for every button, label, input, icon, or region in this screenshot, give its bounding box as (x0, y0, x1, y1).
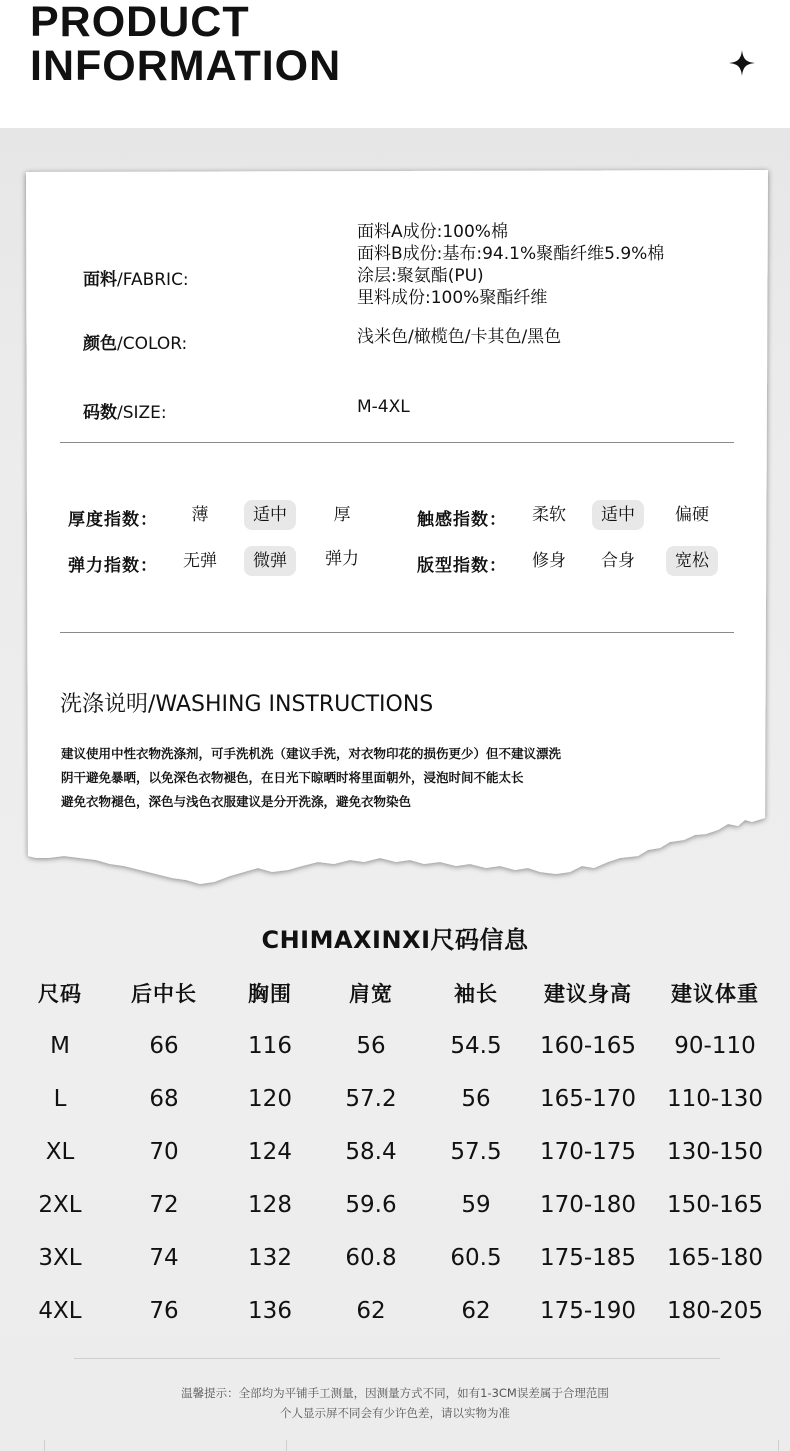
index-label: 版型指数： (417, 556, 507, 576)
table-cell: 4XL (38, 1298, 82, 1324)
fabric-values (357, 221, 664, 309)
index-option: 合身 (601, 551, 635, 571)
index-option-selected: 微弹 (244, 546, 296, 576)
table-cell: 175-185 (539, 1245, 637, 1271)
table-cell: 3XL (38, 1245, 82, 1271)
fabric-line: 涂层:聚氨酯(PU) (357, 266, 484, 286)
index-option: 薄 (191, 505, 209, 525)
index-label: 厚度指数： (68, 510, 158, 530)
table-cell: 160-165 (539, 1033, 637, 1059)
table-cell: 56 (461, 1086, 491, 1112)
table-cell: 2XL (38, 1192, 82, 1218)
table-cell: 76 (149, 1298, 179, 1324)
table-cell: L (53, 1086, 67, 1112)
table-cell: 124 (248, 1139, 292, 1165)
table-header-cell: 建议体重 (671, 982, 759, 1006)
table-cell: 59 (461, 1192, 491, 1218)
tip-note: 温馨提示：全部均为平铺手工测量，因测量方式不同，如有1-3CM误差属于合理范围 (181, 1386, 609, 1400)
edge-tick (286, 1440, 287, 1451)
fabric-label: 面料/FABRIC: (83, 270, 189, 290)
fabric-line: 里料成份:100%聚酯纤维 (357, 288, 548, 308)
table-cell: 110-130 (666, 1086, 764, 1112)
fabric-line: 面料A成份:100%棉 (357, 222, 508, 242)
index-option: 修身 (532, 551, 566, 571)
table-cell: 59.6 (345, 1192, 397, 1218)
edge-tick (778, 1440, 779, 1451)
table-cell: 68 (149, 1086, 179, 1112)
index-option-selected: 适中 (244, 500, 296, 530)
index-label: 弹力指数： (68, 556, 158, 576)
size-value: M-4XL (357, 397, 410, 417)
title-line-2: INFORMATION (30, 42, 342, 90)
table-cell: 54.5 (450, 1033, 502, 1059)
table-cell: 62 (356, 1298, 386, 1324)
title-line-1: PRODUCT (30, 0, 250, 46)
table-header-cell: 胸围 (248, 982, 292, 1006)
table-cell: 58.4 (345, 1139, 397, 1165)
edge-tick (44, 1440, 45, 1451)
table-cell: 175-190 (539, 1298, 637, 1324)
table-cell: 60.8 (345, 1245, 397, 1271)
table-cell: 90-110 (674, 1033, 756, 1059)
divider (60, 442, 734, 443)
table-cell: 130-150 (666, 1139, 764, 1165)
table-cell: 128 (248, 1192, 292, 1218)
table-cell: 56 (356, 1033, 386, 1059)
washing-line: 建议使用中性衣物洗涤剂，可手洗机洗（建议手洗，对衣物印花的损伤更少）但不建议漂洗 (61, 746, 562, 761)
table-cell: 165-180 (666, 1245, 764, 1271)
divider (74, 1358, 720, 1359)
table-cell: 180-205 (666, 1298, 764, 1324)
index-option-selected: 宽松 (666, 546, 718, 576)
table-cell: 72 (149, 1192, 179, 1218)
washing-text (61, 742, 561, 814)
table-cell: 120 (248, 1086, 292, 1112)
table-cell: 170-175 (539, 1139, 637, 1165)
fabric-line: 面料B成份:基布:94.1%聚酯纤维5.9%棉 (357, 244, 665, 264)
color-label: 颜色/COLOR: (83, 334, 188, 354)
table-cell: 136 (248, 1298, 292, 1324)
table-cell: 170-180 (539, 1192, 637, 1218)
index-option: 厚 (333, 505, 351, 525)
table-header-cell: 袖长 (454, 982, 498, 1006)
table-header-cell: 尺码 (38, 982, 82, 1006)
tip-note: 个人显示屏不同会有少许色差，请以实物为准 (280, 1406, 510, 1420)
index-option: 柔软 (532, 505, 566, 525)
table-cell: 150-165 (666, 1192, 764, 1218)
color-value: 浅米色/橄榄色/卡其色/黑色 (357, 327, 562, 347)
washing-title: 洗涤说明/WASHING INSTRUCTIONS (60, 692, 434, 717)
index-option: 无弹 (183, 551, 217, 571)
table-cell: XL (45, 1139, 75, 1165)
washing-line: 避免衣物褪色，深色与浅色衣服建议是分开洗涤，避免衣物染色 (61, 794, 412, 809)
table-cell: 70 (149, 1139, 179, 1165)
size-label: 码数/SIZE: (83, 403, 167, 423)
table-cell: 62 (461, 1298, 491, 1324)
table-cell: 132 (248, 1245, 292, 1271)
table-cell: 57.5 (450, 1139, 502, 1165)
table-cell: 66 (149, 1033, 179, 1059)
table-cell: 60.5 (450, 1245, 502, 1271)
table-cell: M (50, 1033, 70, 1059)
index-option-selected: 适中 (592, 500, 644, 530)
table-header-cell: 后中长 (131, 982, 197, 1006)
table-cell: 165-170 (539, 1086, 637, 1112)
table-cell: 74 (149, 1245, 179, 1271)
table-cell: 57.2 (345, 1086, 397, 1112)
index-option: 弹力 (325, 549, 359, 569)
size-table-title: CHIMAXINXI尺码信息 (261, 926, 529, 954)
table-header-cell: 建议身高 (544, 982, 632, 1006)
table-cell: 116 (248, 1033, 292, 1059)
washing-line: 阴干避免暴晒，以免深色衣物褪色，在日光下晾晒时将里面朝外，浸泡时间不能太长 (61, 770, 524, 785)
index-label: 触感指数： (417, 510, 507, 530)
index-option: 偏硬 (675, 505, 709, 525)
divider (60, 632, 734, 633)
table-header-cell: 肩宽 (349, 982, 393, 1006)
